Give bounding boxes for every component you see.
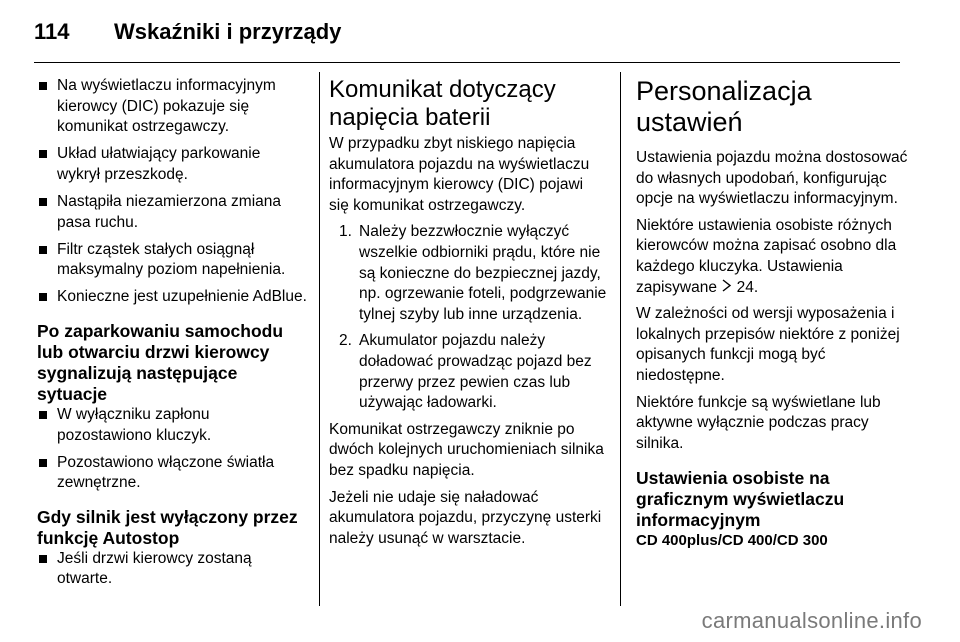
column-divider-2 <box>620 72 621 606</box>
page-reference[interactable]: 24. <box>736 278 759 296</box>
paragraph-text: Niektóre ustawienia osobiste różnych kierowców można zapisać osobno dla każdego kluczyka. Ustawienia zapisywane <box>636 216 897 296</box>
section-heading-graphic-display: Ustawienia osobiste na graficznym wyświetlaczu informacyjnym <box>636 468 845 531</box>
ref-arrow-icon <box>721 278 732 299</box>
step-text: Akumulator pojazdu należy doładować prowadząc pojazd bez przerwy przez pewien czas lub używając ładowarki. <box>359 332 592 412</box>
step-number: 1. <box>339 223 352 241</box>
list-item: Pozostawiono włączone światła zewnętrzne. <box>37 453 307 494</box>
list-item: Konieczne jest uzupełnienie AdBlue. <box>37 287 307 308</box>
list-item: Filtr cząstek stałych osiągnął maksymalny poziom napełnienia. <box>37 240 307 281</box>
autostop-bullet-list <box>37 549 307 590</box>
column-right <box>636 76 911 552</box>
list-item <box>329 331 607 413</box>
parking-bullet-list <box>37 405 307 494</box>
step-number: 2. <box>339 332 352 350</box>
list-item: Nastąpiła niezamierzona zmiana pasa ruchu. <box>37 192 307 233</box>
section-heading-autostop: Gdy silnik jest wyłączony przez funkcję Autostop <box>37 506 298 548</box>
section-heading-parking: Po zaparkowaniu samochodu lub otwarciu drzwi kierowcy sygnalizują następujące sytuacje <box>37 320 284 404</box>
section-heading-battery: Komunikat dotyczący napięcia baterii <box>329 76 556 131</box>
battery-intro: W przypadku zbyt niskiego napięcia akumulatora pojazdu na wyświetlaczu informacyjnym kierowcy (DIC) pojawi się komunikat ostrzegawczy. <box>329 135 590 214</box>
battery-paragraph-1: Komunikat ostrzegawczy zniknie po dwóch kolejnych uruchomieniach silnika bez spadku napięcia. <box>329 420 604 479</box>
list-item: Na wyświetlaczu informacyjnym kierowcy (DIC) pokazuje się komunikat ostrzegawczy. <box>37 76 307 138</box>
page-number: 114 <box>34 19 70 44</box>
column-left <box>37 76 307 597</box>
chapter-title: Wskaźniki i przyrządy <box>114 19 342 44</box>
battery-paragraph-2: Jeżeli nie udaje się naładować akumulatora pojazdu, przyczynę usterki należy usunąć w warsztacie. <box>329 488 602 547</box>
column-middle <box>329 76 607 555</box>
column-divider-1 <box>319 72 320 606</box>
warning-bullet-list <box>37 76 307 308</box>
model-list: CD 400plus/CD 400/CD 300 <box>636 532 828 550</box>
list-item: W wyłączniku zapłonu pozostawiono kluczyk. <box>37 405 307 446</box>
header-divider <box>34 62 900 63</box>
battery-steps <box>329 222 607 413</box>
page-header <box>34 14 341 50</box>
list-item: Jeśli drzwi kierowcy zostaną otwarte. <box>37 549 307 590</box>
step-text: Należy bezzwłocznie wyłączyć wszelkie odbiorniki prądu, które nie są konieczne do bezpiecznej jazdy, np. ogrzewanie foteli, podgrzewanie tylnej szyby lub inne urządzenia. <box>359 223 607 323</box>
watermark: carmanualsonline.info <box>701 608 922 633</box>
personalization-paragraph-1: Ustawienia pojazdu można dostosować do własnych upodobań, konfigurując opcje na wyświetlaczu informacyjnym. <box>636 149 908 208</box>
personalization-paragraph-4: Niektóre funkcje są wyświetlane lub aktywne wyłącznie podczas pracy silnika. <box>636 393 881 452</box>
section-heading-personalization: Personalizacja ustawień <box>636 76 812 137</box>
list-item <box>329 222 607 325</box>
personalization-paragraph-2 <box>636 216 911 298</box>
list-item: Układ ułatwiający parkowanie wykrył przeszkodę. <box>37 144 307 185</box>
personalization-paragraph-3: W zależności od wersji wyposażenia i lokalnych przepisów niektóre z poniżej opisanych funkcji mogą być niedostępne. <box>636 305 900 384</box>
